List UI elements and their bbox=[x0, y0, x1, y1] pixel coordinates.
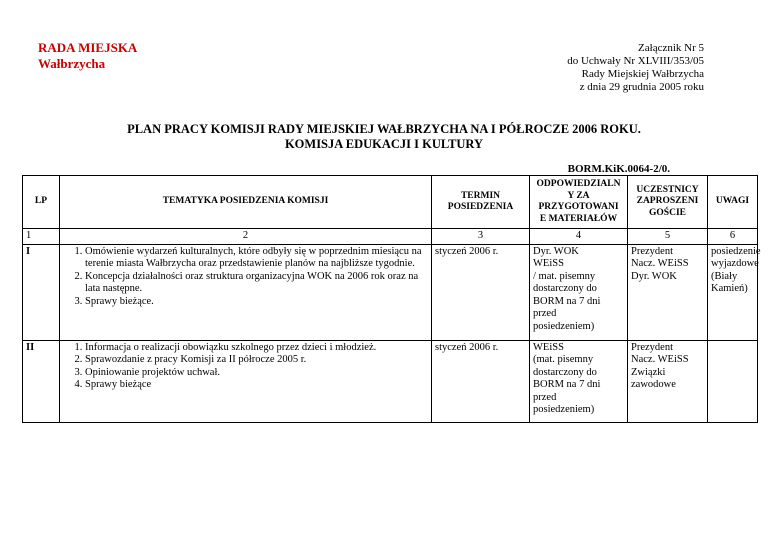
row-responsible: Dyr. WOK WEiSS / mat. pisemny dostarczony do BORM na 7 dni przed posiedzeniem) bbox=[530, 244, 628, 340]
header-responsible: ODPOWIEDZIALN Y ZA PRZYGOTOWANI E MATERIAŁÓW bbox=[530, 176, 628, 229]
annex-line: z dnia 29 grudnia 2005 roku bbox=[579, 81, 704, 93]
org-name bbox=[38, 40, 137, 72]
row-lp: II bbox=[23, 340, 60, 422]
col-number: 6 bbox=[708, 229, 758, 245]
title-line-1: PLAN PRACY KOMISJI RADY MIEJSKIEJ WAŁBRZYCHA NA I PÓŁROCZE 2006 ROKU. bbox=[127, 122, 641, 136]
org-line-2: Wałbrzycha bbox=[38, 56, 106, 71]
annex-line: Rady Miejskiej Wałbrzycha bbox=[581, 68, 704, 80]
table-header-row bbox=[23, 176, 758, 229]
row-topics bbox=[60, 244, 432, 340]
topic-item: 3. Opiniowanie projektów uchwał. bbox=[85, 367, 428, 380]
annex-note bbox=[567, 42, 704, 94]
column-number-row bbox=[23, 229, 758, 245]
plan-table bbox=[22, 175, 761, 423]
table-row bbox=[23, 340, 758, 422]
topic-item: 2. Koncepcja działalności oraz struktura organizacyjna WOK na 2006 rok oraz na lata następne. bbox=[85, 271, 428, 296]
header-notes: UWAGI bbox=[708, 176, 758, 229]
reference-number: BORM.KiK.0064-2/0. bbox=[567, 163, 670, 175]
row-date: styczeń 2006 r. bbox=[432, 340, 530, 422]
row-responsible: WEiSS (mat. pisemny dostarczony do BORM na 7 dni przed posiedzeniem) bbox=[530, 340, 628, 422]
org-line-1: RADA MIEJSKA bbox=[38, 40, 138, 55]
row-date: styczeń 2006 r. bbox=[432, 244, 530, 340]
row-notes: posiedzenie wyjazdowe (Biały Kamień) bbox=[708, 244, 758, 340]
topic-item: 1. Omówienie wydarzeń kulturalnych, które odbyły się w poprzednim miesiącu na terenie miasta Wałbrzycha oraz przedstawienie planów na najbliższe tygodnie. bbox=[85, 246, 428, 271]
col-number: 3 bbox=[432, 229, 530, 245]
col-number: 2 bbox=[60, 229, 432, 245]
header-date: TERMIN POSIEDZENIA bbox=[432, 176, 530, 229]
row-notes bbox=[708, 340, 758, 422]
annex-line: do Uchwały Nr XLVIII/353/05 bbox=[567, 55, 704, 67]
table-row bbox=[23, 244, 758, 340]
header-participants: UCZESTNICY ZAPROSZENI GOŚCIE bbox=[628, 176, 708, 229]
topic-item: 3. Sprawy bieżące. bbox=[85, 296, 428, 309]
annex-line: Załącznik Nr 5 bbox=[638, 42, 704, 54]
topic-item: 2. Sprawozdanie z pracy Komisji za II półrocze 2005 r. bbox=[85, 354, 428, 367]
document-title bbox=[0, 122, 768, 152]
header-topics: TEMATYKA POSIEDZENIA KOMISJI bbox=[60, 176, 432, 229]
title-line-2: KOMISJA EDUKACJI I KULTURY bbox=[284, 137, 484, 151]
col-number: 5 bbox=[628, 229, 708, 245]
col-number: 1 bbox=[23, 229, 60, 245]
col-number: 4 bbox=[530, 229, 628, 245]
row-participants: Prezydent Nacz. WEiSS Związki zawodowe bbox=[628, 340, 708, 422]
row-participants: Prezydent Nacz. WEiSS Dyr. WOK bbox=[628, 244, 708, 340]
topic-item: 4. Sprawy bieżące bbox=[85, 379, 428, 392]
row-topics bbox=[60, 340, 432, 422]
row-lp: I bbox=[23, 244, 60, 340]
header-lp: LP bbox=[23, 176, 60, 229]
topic-item: 1. Informacja o realizacji obowiązku szkolnego przez dzieci i młodzież. bbox=[85, 342, 428, 355]
